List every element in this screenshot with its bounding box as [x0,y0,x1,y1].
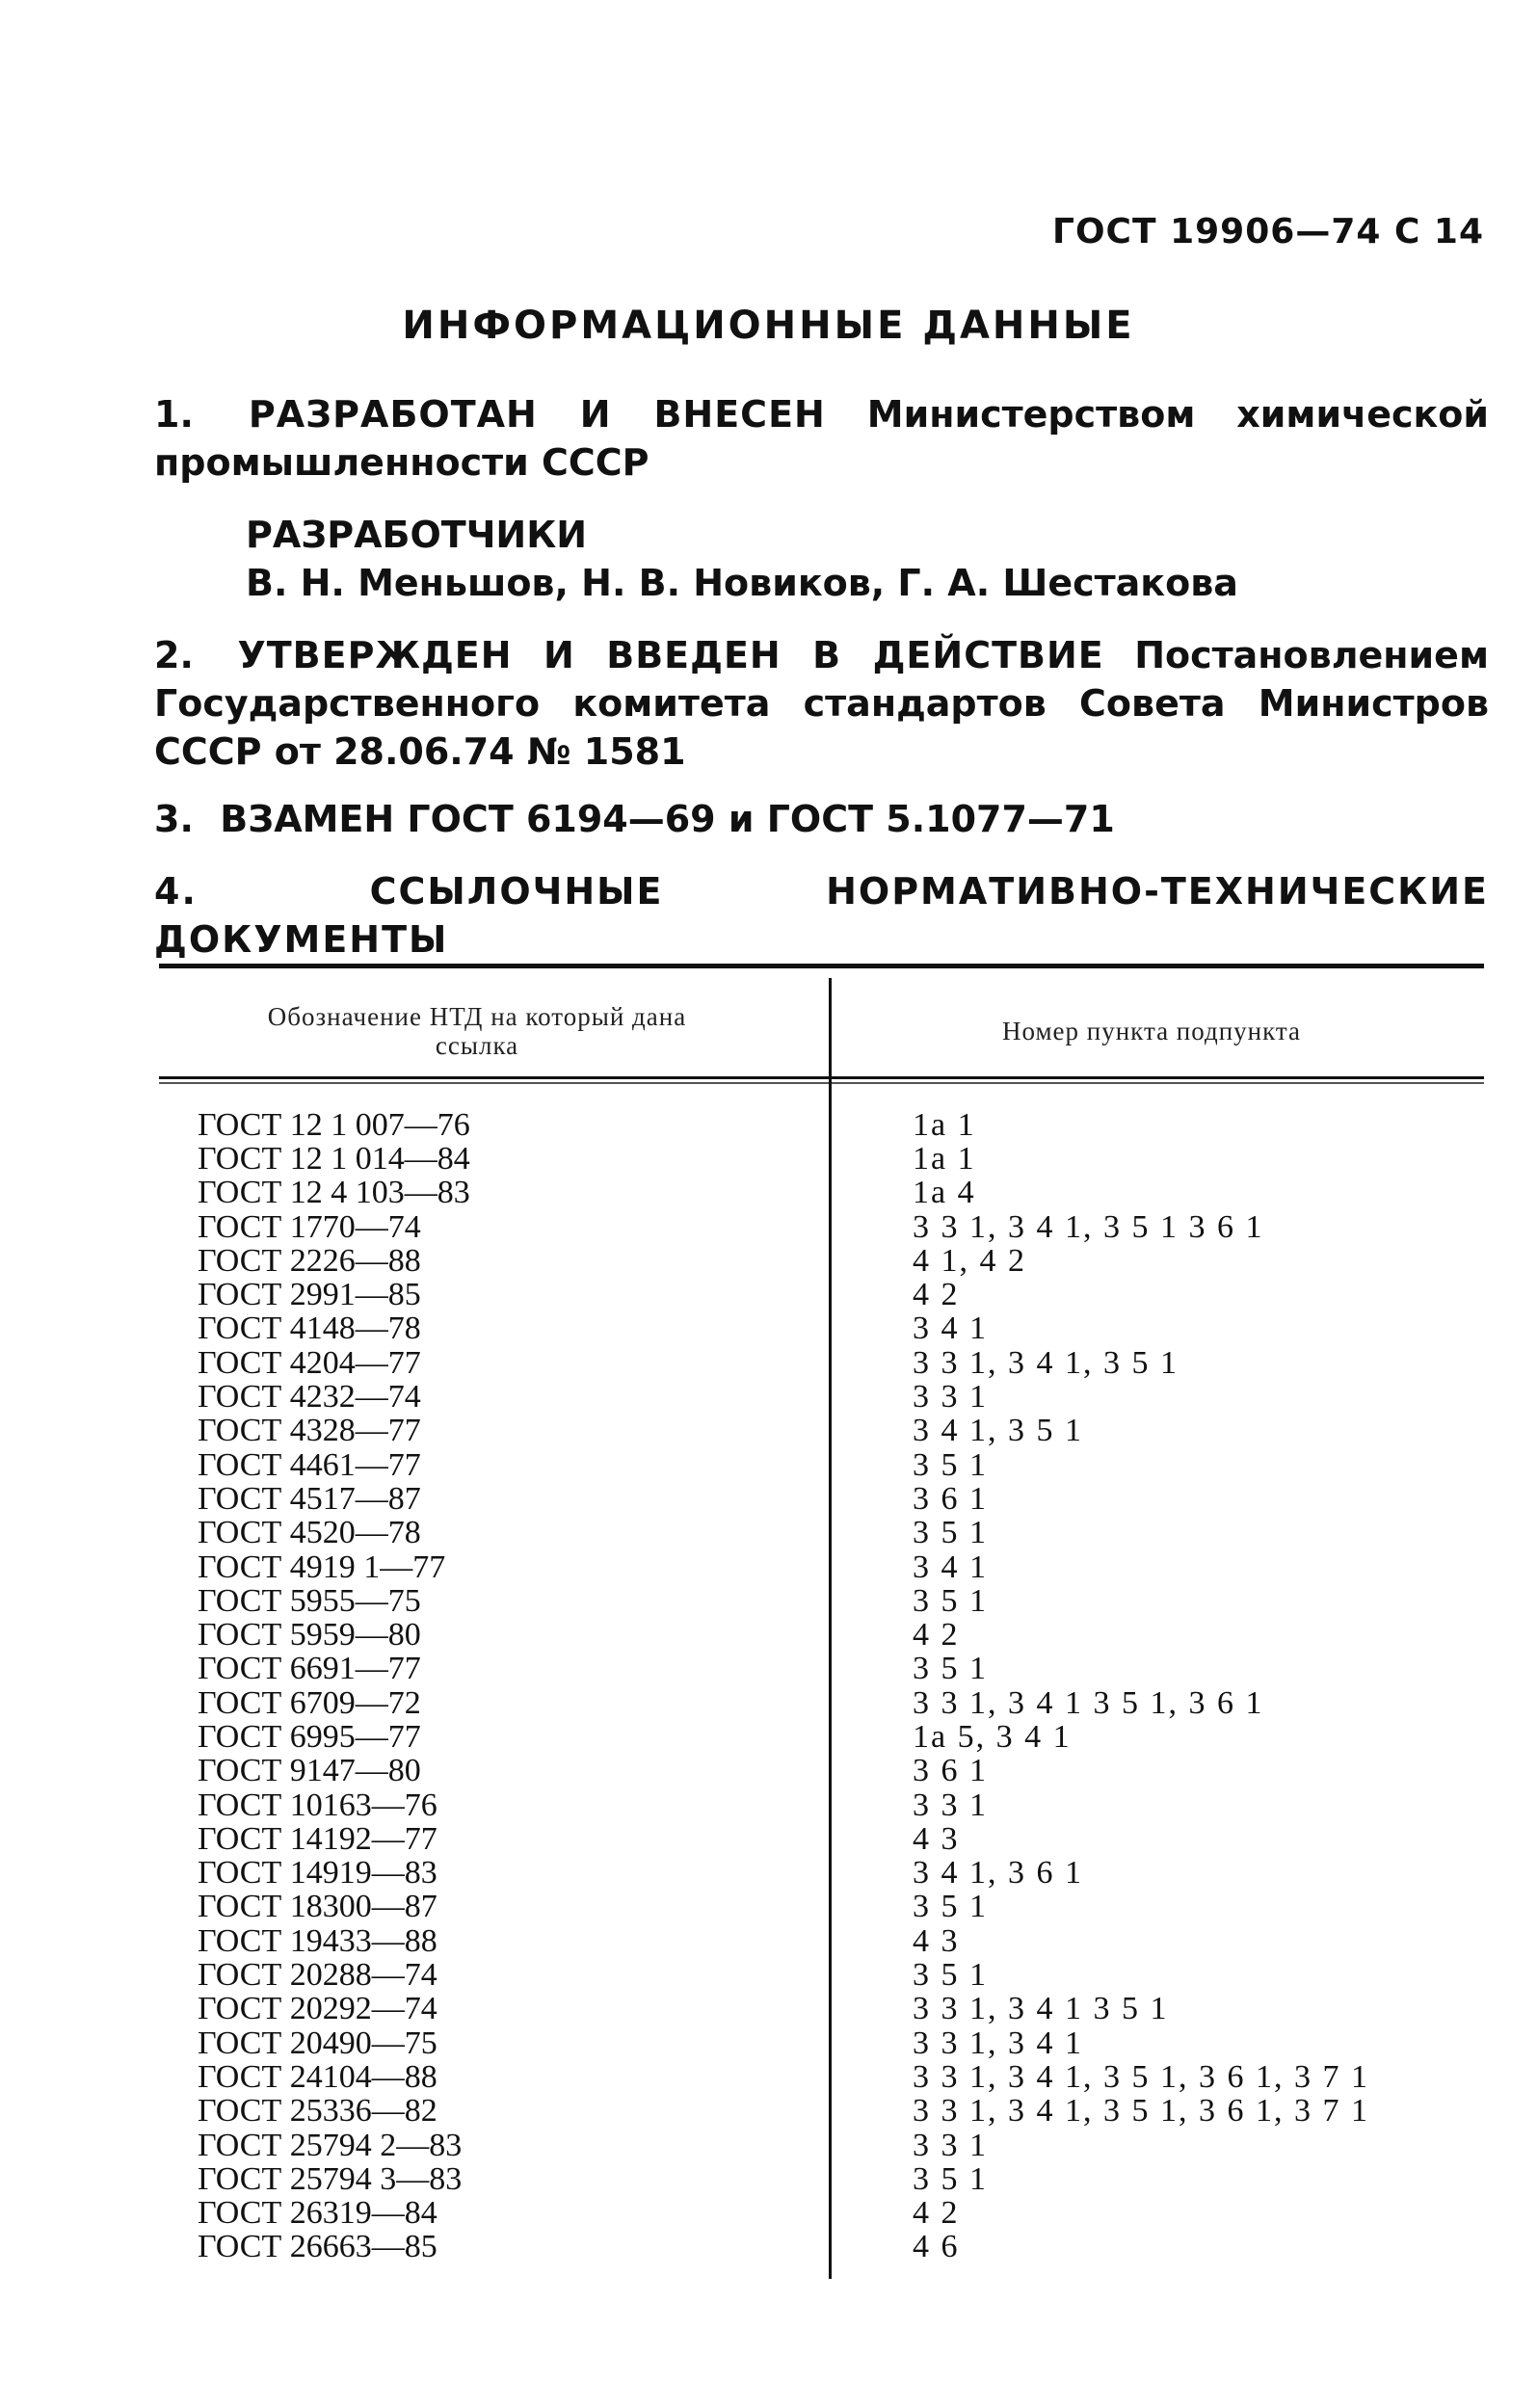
ntd-designation-cell: ГОСТ 4520—78 [198,1515,421,1551]
clause-number-cell: 4 6 [913,2229,960,2265]
ntd-designation-cell: ГОСТ 4204—77 [198,1344,421,1381]
table-row [159,2026,1484,2060]
column-header-clause: Номер пункта подпункта [1001,1017,1301,1045]
clause-number-cell: 4 3 [913,1820,960,1857]
table-row [159,1517,1484,1550]
ntd-designation-cell: ГОСТ 12 4 103—83 [198,1175,470,1211]
clause-number-cell: 1а 5, 3 4 1 [913,1719,1072,1755]
table-row [159,1788,1484,1822]
table-row [159,1380,1484,1414]
clause-number-cell: 3 5 1 [913,1582,988,1619]
table-row [159,2060,1484,2094]
table-row [159,1584,1484,1618]
clause-number-cell: 4 1, 4 2 [913,1242,1026,1279]
ntd-designation-cell: ГОСТ 5959—80 [198,1617,421,1654]
table-row [159,2197,1484,2231]
table-row [159,1448,1484,1482]
ntd-designation-cell: ГОСТ 12 1 014—84 [198,1140,470,1177]
clause-number-cell: 3 5 1 [913,1889,988,1925]
table-row [159,1312,1484,1346]
table-row [159,1108,1484,1142]
developers-heading: РАЗРАБОТЧИКИ [246,514,588,556]
table-row [159,1142,1484,1176]
clause-number-cell: 3 6 1 [913,1753,988,1789]
table-row [159,2231,1484,2264]
ntd-designation-cell: ГОСТ 5955—75 [198,1582,421,1619]
clause-number-cell: 3 5 1 [913,2160,988,2197]
info-item-1 [154,390,1489,487]
clause-number-cell: 3 3 1, 3 4 1 [913,2024,1083,2061]
clause-number-cell: 4 2 [913,2195,960,2232]
item-text: Министерством химической промышленности СССР [154,393,1490,484]
clause-number-cell: 3 3 1, 3 4 1 3 5 1 [913,1991,1169,2027]
column-header-designation: Обозначение НТД на который дана ссылка [267,1002,687,1060]
ntd-designation-cell: ГОСТ 19433—88 [198,1922,437,1959]
table-row [159,1822,1484,1856]
ntd-designation-cell: ГОСТ 4461—77 [198,1446,421,1483]
ntd-designation-cell: ГОСТ 4232—74 [198,1379,421,1416]
table-row [159,1415,1484,1448]
item-number: 3. [154,798,194,840]
clause-number-cell: 3 3 1, 3 4 1, 3 5 1, 3 6 1, 3 7 1 [913,2093,1369,2130]
table-row [159,1993,1484,2026]
item-text: ВЗАМЕН ГОСТ 6194—69 и ГОСТ 5.1077—71 [220,798,1115,840]
table-row [159,1618,1484,1652]
info-item-4 [154,867,1489,964]
table-row [159,1857,1484,1891]
table-row [159,2162,1484,2196]
clause-number-cell: 3 4 1, 3 5 1 [913,1413,1083,1449]
table-row [159,1891,1484,1924]
table-row [159,2095,1484,2129]
ntd-designation-cell: ГОСТ 26319—84 [198,2195,437,2232]
ntd-designation-cell: ГОСТ 25336—82 [198,2093,437,2130]
clause-number-cell: 3 3 1, 3 4 1 3 5 1, 3 6 1 [913,1684,1264,1721]
developers-names: В. Н. Меньшов, Н. В. Новиков, Г. А. Шестакова [246,562,1238,604]
clause-number-cell: 1а 4 [913,1175,976,1211]
table-body [159,1108,1484,2264]
ntd-designation-cell: ГОСТ 4328—77 [198,1413,421,1449]
ntd-designation-cell: ГОСТ 25794 2—83 [198,2127,463,2163]
document-title: ИНФОРМАЦИОННЫЕ ДАННЫЕ [402,304,1135,348]
table-row [159,1958,1484,1992]
table-row [159,1346,1484,1380]
clause-number-cell: 4 2 [913,1277,960,1313]
ntd-designation-cell: ГОСТ 12 1 007—76 [198,1106,470,1143]
table-row [159,1686,1484,1720]
ntd-designation-cell: ГОСТ 20288—74 [198,1957,437,1994]
clause-number-cell: 3 5 1 [913,1446,988,1483]
clause-number-cell: 3 3 1 [913,2127,988,2163]
clause-number-cell: 3 4 1, 3 6 1 [913,1855,1083,1892]
ntd-designation-cell: ГОСТ 14919—83 [198,1855,437,1892]
ntd-designation-cell: ГОСТ 9147—80 [198,1753,421,1789]
item-lead: УТВЕРЖДЕН И ВВЕДЕН В ДЕЙСТВИЕ [237,634,1104,676]
ntd-designation-cell: ГОСТ 4517—87 [198,1480,421,1517]
ntd-designation-cell: ГОСТ 6995—77 [198,1719,421,1755]
ntd-designation-cell: ГОСТ 4919 1—77 [198,1548,446,1585]
ntd-designation-cell: ГОСТ 1770—74 [198,1208,421,1245]
table-row [159,1550,1484,1584]
table-row [159,1755,1484,1788]
clause-number-cell: 3 5 1 [913,1957,988,1994]
table-row [159,1278,1484,1311]
ntd-designation-cell: ГОСТ 20292—74 [198,1991,437,2027]
item-lead: РАЗРАБОТАН И ВНЕСЕН [248,393,826,436]
info-item-3 [154,795,1489,843]
clause-number-cell: 3 4 1 [913,1310,988,1347]
references-table [159,964,1484,2293]
clause-number-cell: 1а 1 [913,1140,976,1177]
ntd-designation-cell: ГОСТ 20490—75 [198,2024,437,2061]
item-text: ССЫЛОЧНЫЕ НОРМАТИВНО-ТЕХНИЧЕСКИЕ ДОКУМЕНТЫ [154,870,1489,961]
developers-block [246,511,1238,607]
ntd-designation-cell: ГОСТ 2991—85 [198,1277,421,1313]
ntd-designation-cell: ГОСТ 10163—76 [198,1786,437,1823]
clause-number-cell: 4 3 [913,1922,960,1959]
clause-number-cell: 3 4 1 [913,1548,988,1585]
ntd-designation-cell: ГОСТ 24104—88 [198,2058,437,2095]
table-row [159,1924,1484,1958]
table-row [159,1720,1484,1754]
header-rule [159,1076,1484,1079]
ntd-designation-cell: ГОСТ 6709—72 [198,1684,421,1721]
table-row [159,1210,1484,1244]
clause-number-cell: 1а 1 [913,1106,976,1143]
table-row [159,1177,1484,1210]
ntd-designation-cell: ГОСТ 25794 3—83 [198,2160,463,2197]
item-number: 4. [154,870,198,913]
info-item-2 [154,631,1489,776]
ntd-designation-cell: ГОСТ 6691—77 [198,1651,421,1687]
clause-number-cell: 3 3 1, 3 4 1, 3 5 1, 3 6 1, 3 7 1 [913,2058,1369,2095]
header-rule-secondary [159,1082,1484,1084]
table-row [159,1244,1484,1278]
item-text: Постановлением Государственного комитета стандартов Совета Министров СССР от 28.06.74 № 1581 [154,634,1490,773]
clause-number-cell: 3 6 1 [913,1480,988,1517]
clause-number-cell: 3 3 1 [913,1786,988,1823]
clause-number-cell: 3 5 1 [913,1515,988,1551]
item-number: 2. [154,634,194,676]
clause-number-cell: 3 3 1, 3 4 1, 3 5 1 3 6 1 [913,1208,1264,1245]
table-top-rule [159,964,1484,968]
ntd-designation-cell: ГОСТ 26663—85 [198,2229,437,2265]
ntd-designation-cell: ГОСТ 2226—88 [198,1242,421,1279]
clause-number-cell: 4 2 [913,1617,960,1654]
ntd-designation-cell: ГОСТ 18300—87 [198,1889,437,1925]
table-row [159,2129,1484,2162]
table-row [159,1653,1484,1686]
item-number: 1. [154,393,194,436]
ntd-designation-cell: ГОСТ 4148—78 [198,1310,421,1347]
clause-number-cell: 3 5 1 [913,1651,988,1687]
clause-number-cell: 3 3 1, 3 4 1, 3 5 1 [913,1344,1179,1381]
table-row [159,1482,1484,1516]
clause-number-cell: 3 3 1 [913,1379,988,1416]
page-reference: ГОСТ 19906—74 С 14 [1052,212,1484,251]
ntd-designation-cell: ГОСТ 14192—77 [198,1820,437,1857]
